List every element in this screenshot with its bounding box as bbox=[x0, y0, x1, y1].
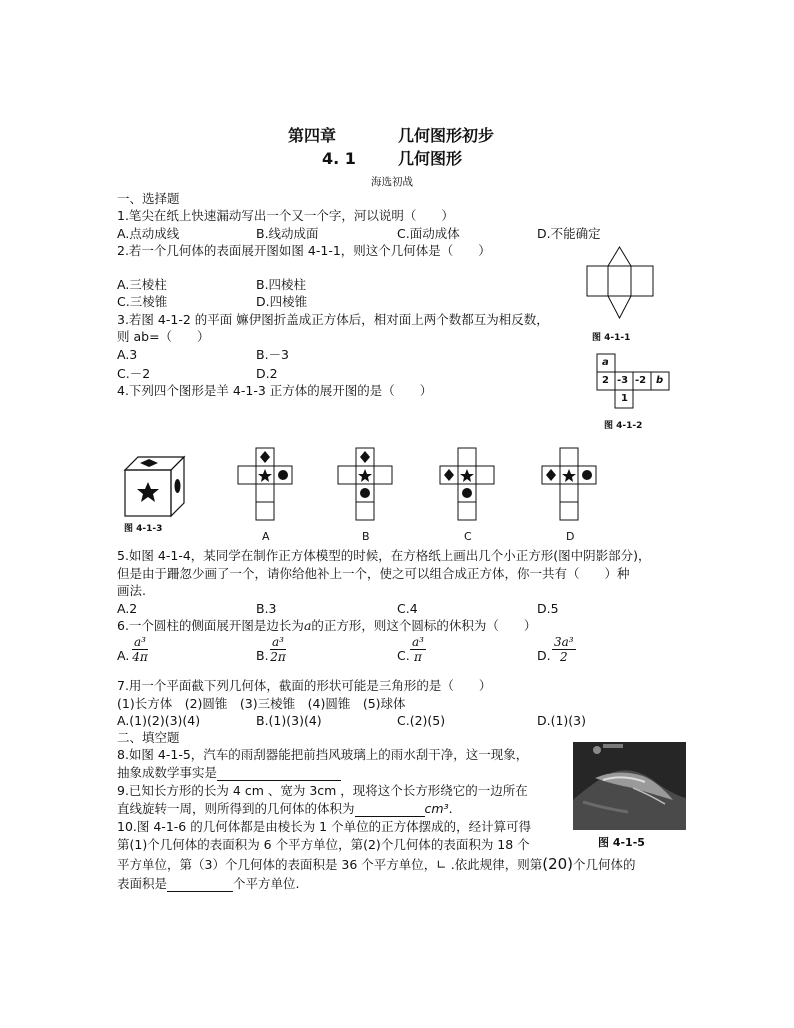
q10-line3 bbox=[117, 856, 636, 873]
q9-line2-text: 直线旋转一周，则所得到的几何体的体积为 bbox=[117, 801, 355, 816]
q4-text: 4.下列四个图形是羊 4-1-3 正方体的展开图的是（ ） bbox=[117, 383, 433, 398]
q2-option-d: D.四棱锥 bbox=[256, 294, 308, 309]
chapter-title: 几何图形初步 bbox=[398, 126, 495, 145]
q8-line1: 8.如图 4-1-5，汽车的雨刮器能把前挡风玻璃上的雨水刮干净，这一现象， bbox=[117, 747, 529, 762]
q10-line2: 第(1)个几何体的表面积为 6 个平方单位，第(2)个几何体的表面积为 18 个 bbox=[117, 837, 530, 852]
q6-d-numerator: 3a³ bbox=[554, 635, 574, 649]
net-label-c: C bbox=[464, 530, 472, 543]
q1-option-d: D.不能确定 bbox=[537, 226, 601, 241]
q6-option-c-label: C. bbox=[397, 648, 410, 663]
q7-option-d: D.(1)(3) bbox=[537, 713, 587, 728]
q6-text bbox=[117, 618, 536, 634]
q8-line2-text: 抽象成数学事实是 bbox=[117, 765, 218, 780]
q6-c-numerator: a³ bbox=[412, 635, 424, 649]
chapter-label: 第四章 bbox=[288, 126, 337, 145]
figure-4-1-1-caption: 图 4-1-1 bbox=[592, 333, 631, 343]
q5-option-d: D.5 bbox=[537, 601, 559, 616]
net-cell-b: b bbox=[656, 375, 664, 386]
q2-option-c: C.三棱锥 bbox=[117, 294, 168, 309]
q6-b-denominator: 2π bbox=[270, 650, 286, 664]
net-option-c bbox=[438, 446, 496, 526]
q7-option-c: C.(2)(5) bbox=[397, 713, 446, 728]
figure-4-1-5-caption: 图 4-1-5 bbox=[598, 836, 645, 849]
q3-option-b: B.－3 bbox=[256, 347, 290, 362]
q6-option-d-label: D. bbox=[537, 648, 551, 663]
q9-line1: 9.已知长方形的长为 4 cm 、宽为 3cm ，现将这个长方形绕它的一边所在 bbox=[117, 783, 528, 798]
q10-answer-blank[interactable] bbox=[167, 878, 233, 892]
q1-option-c: C.面动成体 bbox=[397, 226, 460, 241]
subtitle: 海选初战 bbox=[371, 176, 413, 188]
q10-line3-text: 平方单位，第（3）个几何体的表面积是 36 个平方单位，∟ .依此规律，则第 bbox=[117, 857, 543, 872]
q6-option-a-label: A. bbox=[117, 648, 130, 663]
net-cell-neg3: -3 bbox=[617, 375, 629, 386]
figure-4-1-3-caption: 图 4-1-3 bbox=[124, 524, 163, 534]
q2-text: 2.若一个几何体的表面展开图如图 4-1-1，则这个几何体是（ ） bbox=[117, 243, 491, 258]
q6-c-denominator: π bbox=[414, 650, 422, 664]
q9-unit: cm³ bbox=[424, 801, 449, 816]
q6-option-b-fraction bbox=[270, 635, 286, 664]
q7-option-a: A.(1)(2)(3)(4) bbox=[117, 713, 201, 728]
section-number: 4. 1 bbox=[322, 149, 356, 168]
q6-option-c-fraction bbox=[410, 635, 426, 664]
q3-option-c: C.－2 bbox=[117, 366, 151, 381]
q10-term-n: (20) bbox=[542, 855, 574, 873]
q7-text: 7.用一个平面截下列几何体，截面的形状可能是三角形的是（ ） bbox=[117, 678, 492, 693]
q6-a-numerator: a³ bbox=[134, 635, 146, 649]
q10-line4-end: 个平方单位. bbox=[233, 876, 300, 891]
figure-4-1-2-caption: 图 4-1-2 bbox=[604, 421, 643, 431]
q8-answer-blank[interactable] bbox=[217, 767, 341, 781]
q5-option-a: A.2 bbox=[117, 601, 138, 616]
net-cell-2: 2 bbox=[602, 375, 609, 386]
wiper-image bbox=[573, 742, 686, 830]
q1-option-a: A.点动成线 bbox=[117, 226, 180, 241]
net-label-a: A bbox=[262, 530, 270, 543]
q6-a-denominator: 4π bbox=[132, 650, 148, 664]
q5-line3: 画法. bbox=[117, 583, 146, 598]
q7-options: (1)长方体 (2)圆锥 (3)三棱锥 (4)圆锥 (5)球体 bbox=[117, 696, 406, 711]
q3-line2: 则 ab=（ ） bbox=[117, 329, 210, 344]
q9-line2 bbox=[117, 801, 453, 817]
q8-line2 bbox=[117, 765, 341, 781]
q5-option-b: B.3 bbox=[256, 601, 277, 616]
net-option-b bbox=[336, 446, 394, 526]
figure-4-1-1 bbox=[586, 246, 656, 328]
q1-text: 1.笔尖在纸上快速漏动写出一个又一个字，河以说明（ ） bbox=[117, 208, 454, 223]
net-label-b: B bbox=[362, 530, 370, 543]
q6-option-a-fraction bbox=[132, 635, 148, 664]
q6-b-numerator: a³ bbox=[272, 635, 284, 649]
q6-variable: a bbox=[303, 618, 312, 633]
q5-option-c: C.4 bbox=[397, 601, 418, 616]
q5-line2: 但是由于跚忽少画了一个，请你给他补上一个，使之可以组合成正方体，你一共有（ ）种 bbox=[117, 566, 630, 581]
net-label-d: D bbox=[566, 530, 575, 543]
q2-option-b: B.四棱柱 bbox=[256, 277, 307, 292]
net-option-d bbox=[540, 446, 598, 526]
net-cell-neg2: -2 bbox=[635, 375, 647, 386]
part1-heading: 一、选择题 bbox=[117, 191, 180, 206]
q2-option-a: A.三棱柱 bbox=[117, 277, 167, 292]
q3-line1: 3.若图 4-1-2 的平面 嫲伊图折盖成正方体后，相对面上两个数都互为相反数， bbox=[117, 312, 549, 327]
q6-option-d-fraction bbox=[552, 635, 576, 664]
q10-line4 bbox=[117, 876, 300, 892]
q3-option-a: A.3 bbox=[117, 347, 138, 362]
net-cell-1: 1 bbox=[621, 393, 628, 404]
net-option-a bbox=[236, 446, 294, 526]
q6-option-b-label: B. bbox=[256, 648, 269, 663]
figure-4-1-3-cube bbox=[124, 456, 186, 518]
q6-text-part1: 6.一个圆柱的侧面展开图是边长为 bbox=[117, 618, 304, 633]
section-title: 几何图形 bbox=[398, 149, 463, 168]
figure-4-1-5-photo bbox=[573, 742, 686, 830]
q9-end: . bbox=[448, 801, 453, 816]
q10-line3-end: 个几何体的 bbox=[573, 857, 636, 872]
q5-line1: 5.如图 4-1-4，某同学在制作正方体模型的时候，在方格纸上画出几个小正方形(图中阴影部分)， bbox=[117, 548, 651, 563]
q6-d-denominator: 2 bbox=[559, 650, 568, 664]
part2-heading: 二、填空题 bbox=[117, 730, 180, 745]
q1-option-b: B.线动成面 bbox=[256, 226, 319, 241]
q10-line1: 10.图 4-1-6 的几何体都是由棱长为 1 个单位的正方体摆成的，经计算可得 bbox=[117, 819, 532, 834]
q3-option-d: D.2 bbox=[256, 366, 278, 381]
q6-text-part2: 的正方形，则这个圆标的休积为（ ） bbox=[311, 618, 537, 633]
q7-option-b: B.(1)(3)(4) bbox=[256, 713, 322, 728]
q9-answer-blank[interactable] bbox=[355, 803, 425, 817]
q10-line4-text: 表面积是 bbox=[117, 876, 168, 891]
net-cell-a: a bbox=[602, 357, 609, 368]
